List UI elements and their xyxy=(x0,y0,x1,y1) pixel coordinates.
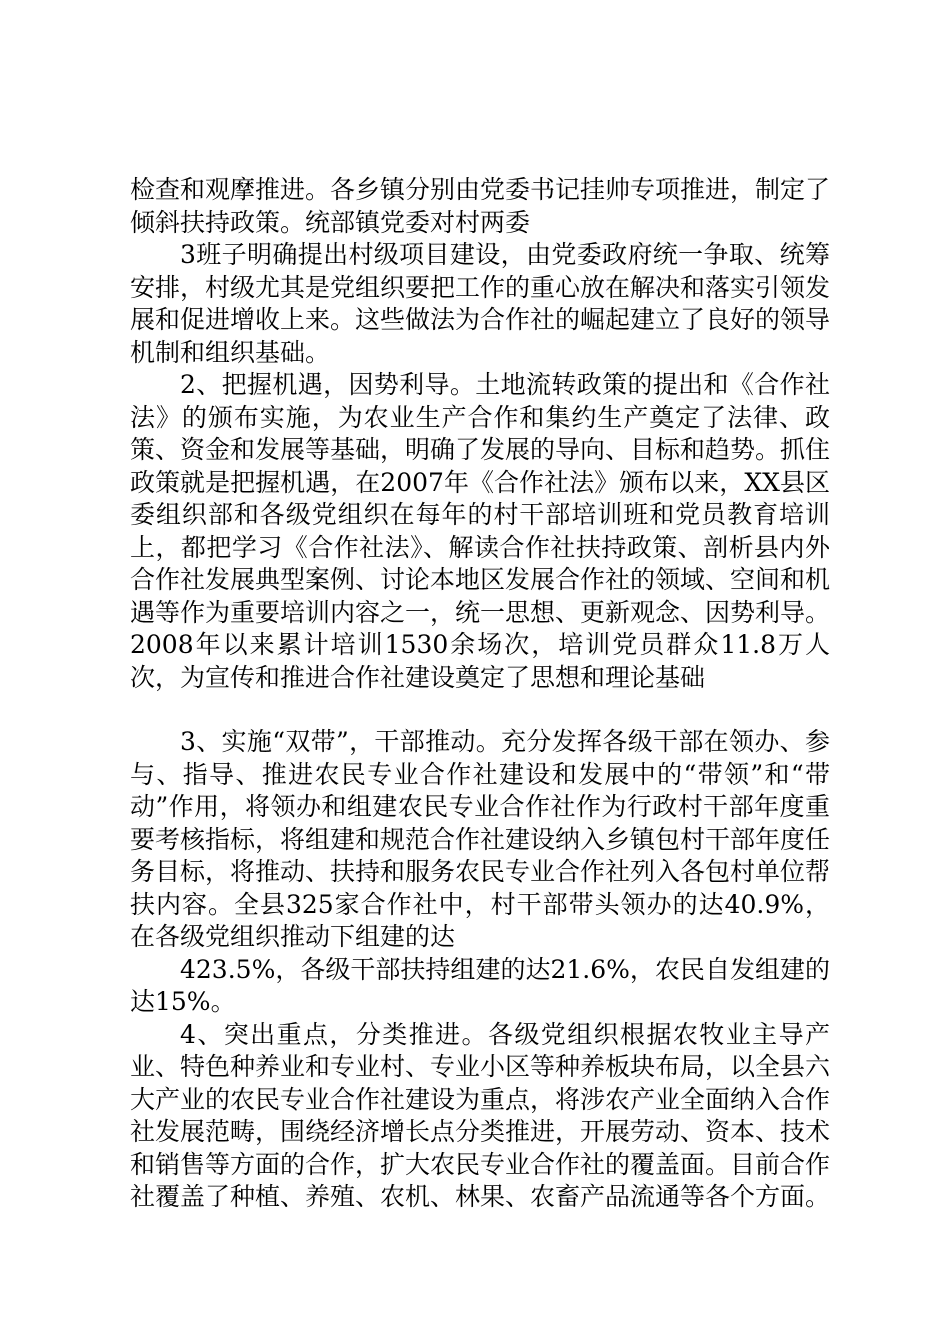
paragraph-double-lead: 3、实施“双带”，干部推动。充分发挥各级干部在领办、参与、指导、推进农民专业合作社建设和发展中的“带领”和“带动”作用，将领办和组建农民专业合作社作为行政村干部年度重要考核指标，将组建和规范合作社建设纳入乡镇包村干部年度任务目标，将推动、扶持和服务农民专业合作社列入各包村单位帮扶内容。全县325家合作社中，村干部带头领办的达40.9%，在各级党组织推动下组建的达 xyxy=(130,727,831,951)
paragraph-key-priorities: 4、突出重点，分类推进。各级党组织根据农牧业主导产业、特色种养业和专业村、专业小区等种养板块布局，以全县六大产业的农民专业合作社建设为重点，将涉农产业全面纳入合作社发展范畴，围绕经济增长点分类推进，开展劳动、资本、技术和销售等方面的合作，扩大农民专业合作社的覆盖面。目前合作社覆盖了种植、养殖、农机、林果、农畜产品流通等各个方面。 xyxy=(130,1019,831,1211)
paragraph-continuation: 检查和观摩推进。各乡镇分别由党委书记挂帅专项推进，制定了倾斜扶持政策。统部镇党委对村两委 xyxy=(130,175,831,237)
paragraph-percentages: 423.5%，各级干部扶持组建的达21.6%，农民自发组建的达15%。 xyxy=(130,954,830,1016)
paragraph-leadership-mechanism: 3班子明确提出村级项目建设，由党委政府统一争取、统筹安排，村级尤其是党组织要把工作的重心放在解决和落实引领发展和促进增收上来。这些做法为合作社的崛起建立了良好的领导机制和组织基础。 xyxy=(130,240,831,367)
paragraph-seize-opportunity: 2、把握机遇，因势利导。土地流转政策的提出和《合作社法》的颁布实施，为农业生产合作和集约生产奠定了法律、政策、资金和发展等基础，明确了发展的导向、目标和趋势。抓住政策就是把握机遇，在2007年《合作社法》颁布以来，XX县区委组织部和各级党组织在每年的村干部培训班和党员教育培训上，都把学习《合作社法》、解读合作社扶持政策、剖析县内外合作社发展典型案例、讨论本地区发展合作社的领域、空间和机遇等作为重要培训内容之一，统一思想、更新观念、因势利导。2008年以来累计培训1530余场次，培训党员群众11.8万人次，为宣传和推进合作社建设奠定了思想和理论基础 xyxy=(130,370,831,692)
document-body xyxy=(130,174,830,1214)
